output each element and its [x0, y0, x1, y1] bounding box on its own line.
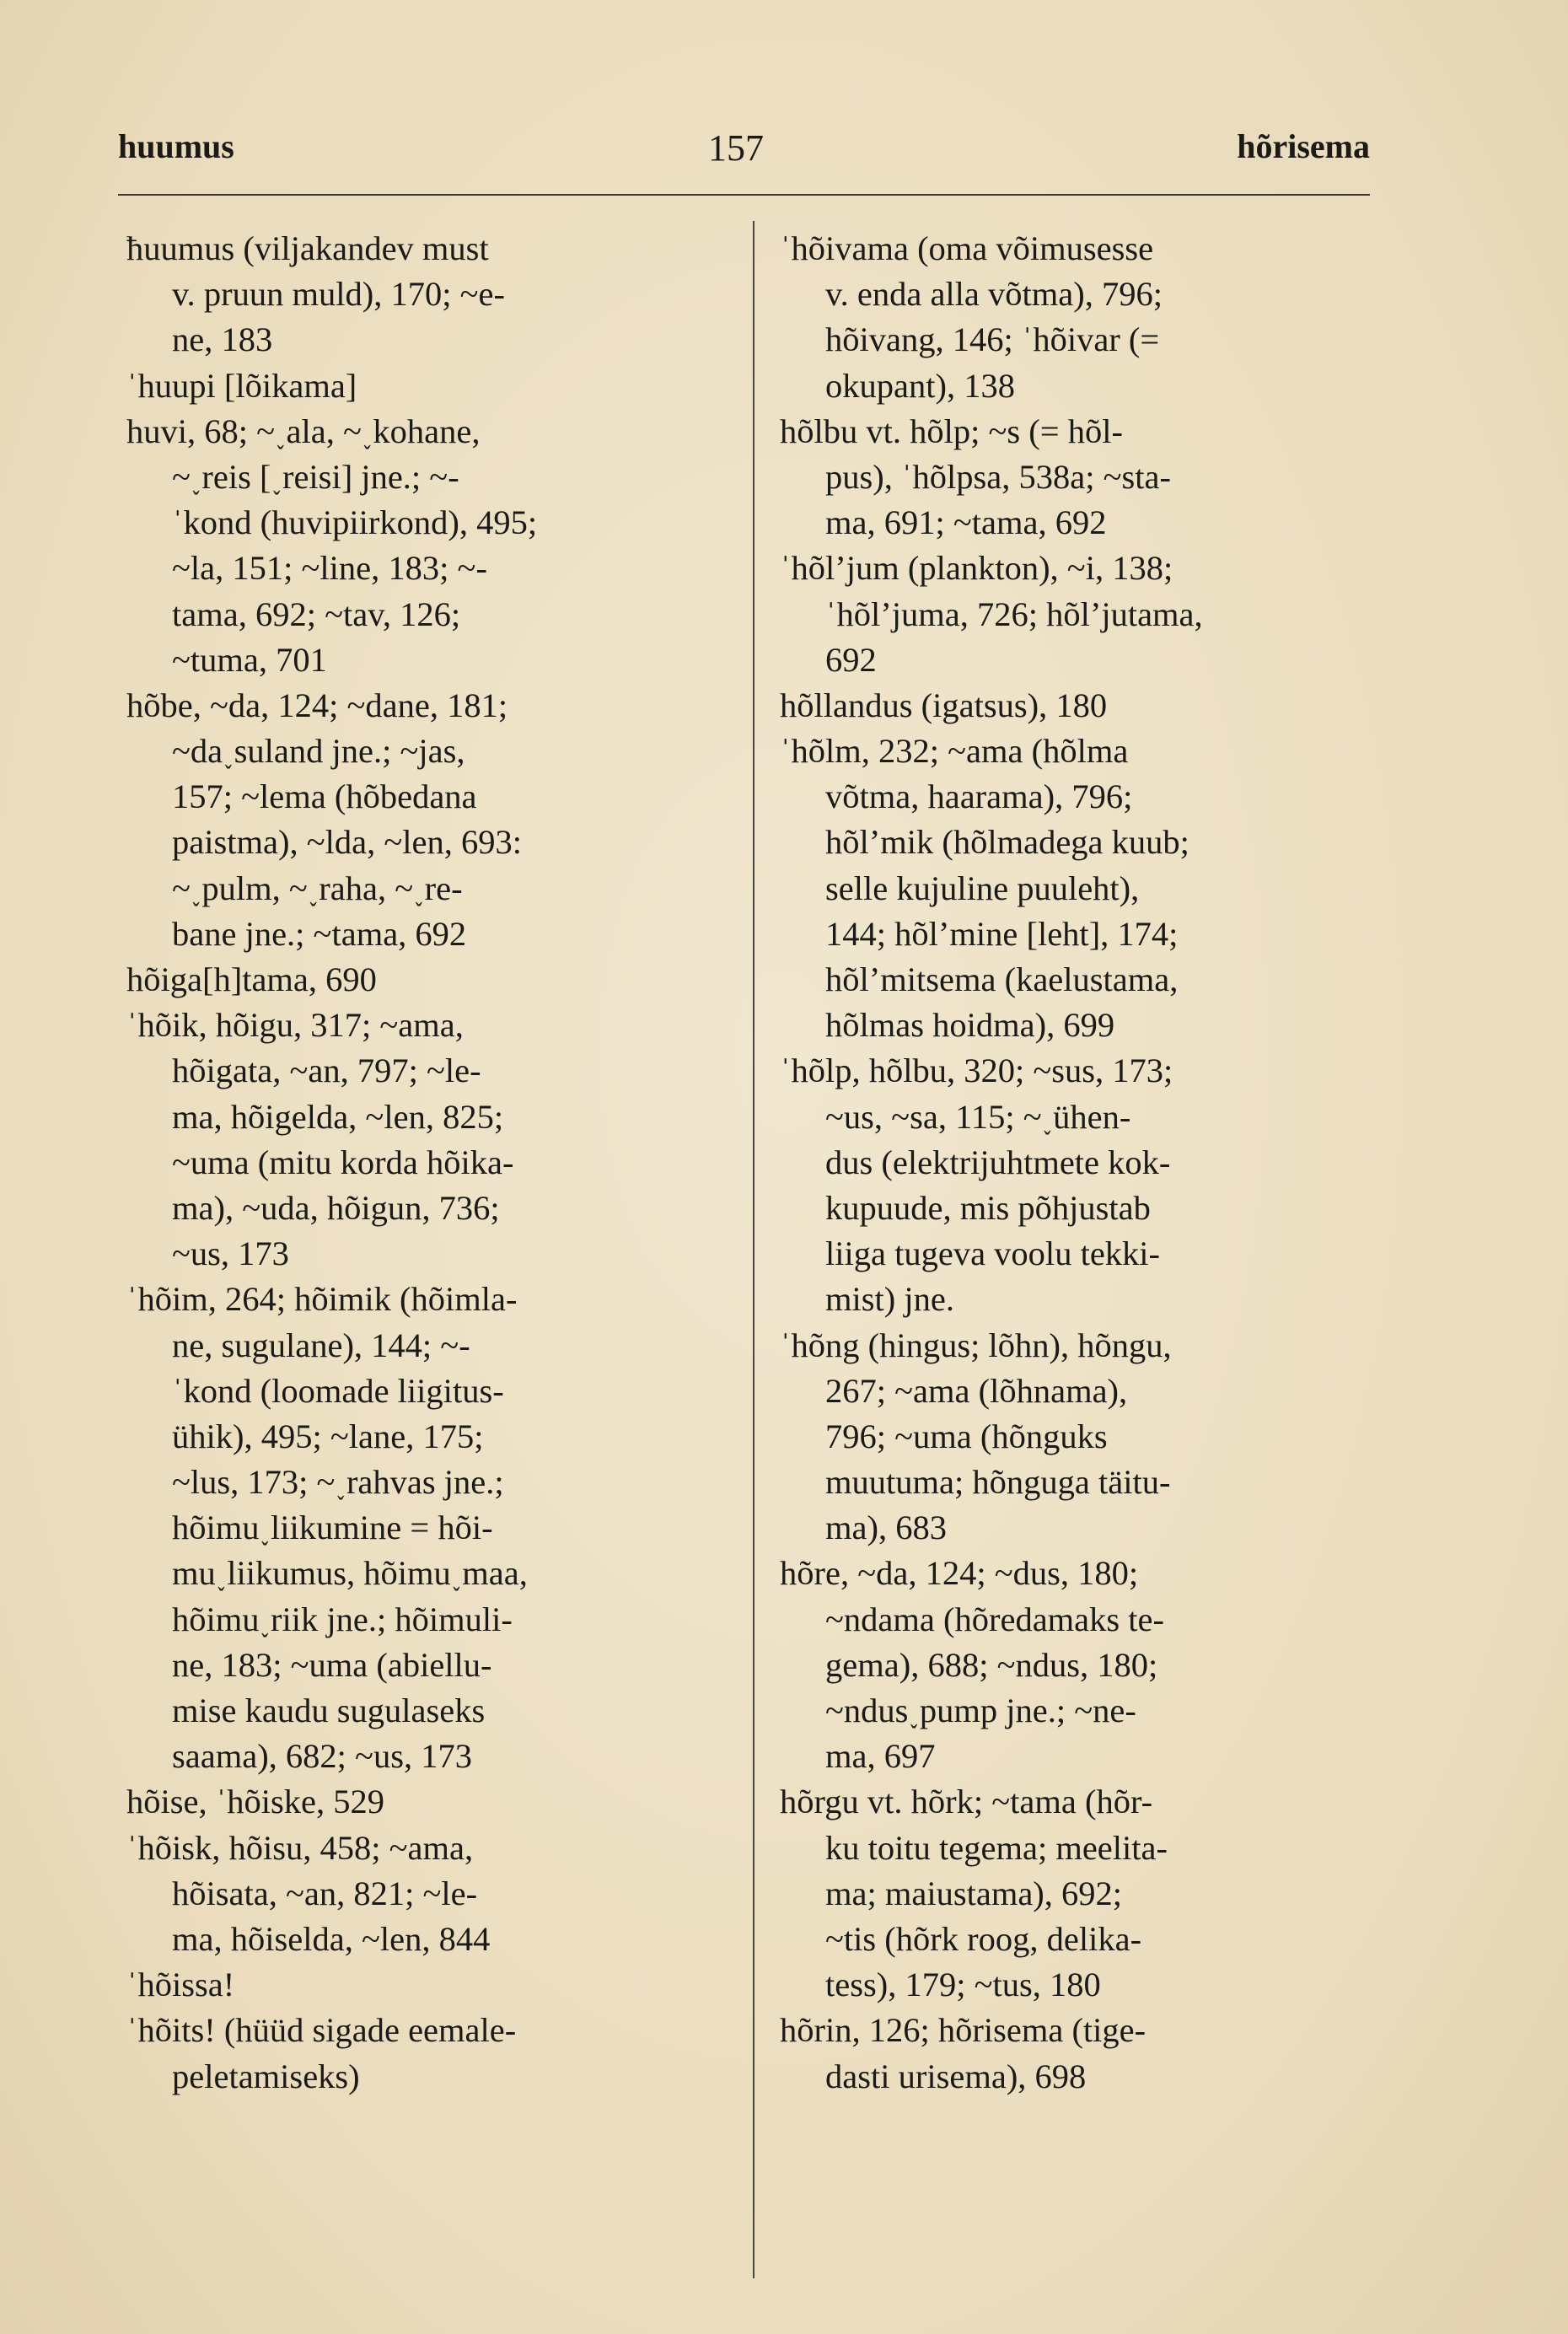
entry-line: ~tuma, 701	[172, 640, 327, 679]
entry-line: ˈhõng (hingus; lõhn), hõngu,	[780, 1326, 1172, 1364]
entry-line: 267; ~ama (lõhnama),	[825, 1371, 1128, 1410]
entry-line: ~ndama (hõredamaks te-	[825, 1600, 1164, 1638]
entry-line: okupant), 138	[825, 366, 1015, 405]
entry-line: 796; ~uma (hõnguks	[825, 1417, 1108, 1455]
entry-line: ˈhõik, hõigu, 317; ~ama,	[126, 1006, 464, 1045]
entry-line: võtma, haarama), 796;	[825, 777, 1133, 816]
entry-line: ma), 683	[825, 1508, 947, 1547]
entry-line: ~la, 151; ~line, 183; ~-	[172, 549, 487, 588]
right-column	[780, 226, 1391, 2100]
entry-line: huvi, 68; ~˯ala, ~˯kohane,	[126, 411, 481, 450]
column-divider	[753, 221, 754, 2278]
entry-line: gema), 688; ~ndus, 180;	[825, 1645, 1158, 1684]
entry-line: ˈhõlʼjuma, 726; hõlʼjutama,	[825, 594, 1203, 633]
entry-line: ~us, 173	[172, 1234, 289, 1273]
entry-line: liiga tugeva voolu tekki-	[825, 1234, 1161, 1273]
entry-line: ne, 183; ~uma (abiellu-	[172, 1645, 492, 1684]
entry-line: ˈhõlp, hõlbu, 320; ~sus, 173;	[780, 1051, 1173, 1090]
entry-line: 692	[825, 640, 877, 679]
entry-line: hõimu˯riik jne.; hõimuli-	[172, 1600, 513, 1638]
entry-line: paistma), ~lda, ~len, 693:	[172, 823, 522, 862]
entry-line: ˈhõlʼjum (plankton), ~i, 138;	[780, 549, 1173, 588]
page-header	[118, 126, 1370, 177]
entry-line: ma, 691; ~tama, 692	[825, 503, 1107, 542]
entry-line: hõrin, 126; hõrisema (tige-	[780, 2011, 1146, 2050]
entry-line: ~lus, 173; ~˯rahvas jne.;	[172, 1463, 504, 1502]
entry-line: muutuma; hõnguga täitu-	[825, 1463, 1171, 1502]
entry-line: hõise, ˈhõiske, 529	[126, 1783, 384, 1821]
entry-line: hõlʼmik (hõlmadega kuub;	[825, 823, 1189, 862]
entry-line: ˈkond (huvipiirkond), 495;	[172, 503, 538, 542]
entry-line: ~da˯suland jne.; ~jas,	[172, 732, 465, 771]
entry-line: ~˯pulm, ~˯raha, ~˯re-	[172, 869, 463, 907]
entry-line: peletamiseks)	[172, 2057, 360, 2095]
entry-line: ˈkond (loomade liigitus-	[172, 1371, 504, 1410]
entry-line: ma, 697	[825, 1737, 936, 1776]
entry-line: pus), ˈhõlpsa, 538a; ~sta-	[825, 457, 1171, 496]
entry-line: ne, 183	[172, 320, 273, 359]
entry-line: ˈhõits! (hüüd sigade eemale-	[126, 2011, 517, 2050]
entry-line: dus (elektrijuhtmete kok-	[825, 1143, 1171, 1181]
entry-line: ma), ~uda, hõigun, 736;	[172, 1188, 500, 1227]
entry-line: ku toitu tegema; meelita-	[825, 1828, 1168, 1867]
entry-line: hõrgu vt. hõrk; ~tama (hõr-	[780, 1783, 1153, 1821]
entry-line: kupuude, mis põhjustab	[825, 1188, 1151, 1227]
entry-line: ma, hõiselda, ~len, 844	[172, 1919, 491, 1958]
entry-line: dasti urisema), 698	[825, 2057, 1087, 2095]
entry-line: 144; hõlʼmine [leht], 174;	[825, 914, 1179, 953]
entry-line: hõisata, ~an, 821; ~le-	[172, 1874, 478, 1912]
entry-line: hõlbu vt. hõlp; ~s (= hõl-	[780, 411, 1123, 450]
entry-line: hõre, ~da, 124; ~dus, 180;	[780, 1554, 1139, 1593]
entry-line: v. pruun muld), 170; ~e-	[172, 275, 505, 314]
entry-line: ˈhuupi [lõikama]	[126, 366, 357, 405]
left-running-headword: huumus	[118, 127, 234, 165]
entry-line: ˈhõisk, hõisu, 458; ~ama,	[126, 1828, 474, 1867]
header-rule	[118, 194, 1370, 196]
entry-line: ~us, ~sa, 115; ~˯ühen-	[825, 1097, 1131, 1136]
entry-line: selle kujuline puuleht),	[825, 869, 1140, 907]
entry-line: ˈhõim, 264; hõimik (hõimla-	[126, 1280, 518, 1319]
entry-line: mist) jne.	[825, 1280, 954, 1319]
entry-line: ~uma (mitu korda hõika-	[172, 1143, 514, 1181]
entry-line: ~tis (hõrk roog, delika-	[825, 1919, 1142, 1958]
entry-line: hõivang, 146; ˈhõivar (=	[825, 320, 1160, 359]
entry-line: tess), 179; ~tus, 180	[825, 1966, 1101, 2004]
entry-line: ~˯reis [˯reisi] jne.; ~-	[172, 457, 459, 496]
entry-line: hõllandus (igatsus), 180	[780, 686, 1108, 724]
entry-line: tama, 692; ~tav, 126;	[172, 594, 461, 633]
entry-line: hõlʼmitsema (kaelustama,	[825, 960, 1179, 998]
entry-line: ma, hõigelda, ~len, 825;	[172, 1097, 504, 1136]
entry-line: mu˯liikumus, hõimu˯maa,	[172, 1554, 528, 1593]
entry-line: ühik), 495; ~lane, 175;	[172, 1417, 484, 1455]
entry-line: bane jne.; ~tama, 692	[172, 914, 467, 953]
entry-line: ˈhõissa!	[126, 1966, 235, 2004]
right-running-headword: hõrisema	[1237, 127, 1370, 165]
entry-line: 157; ~lema (hõbedana	[172, 777, 477, 816]
entry-line: ˈhõlm, 232; ~ama (hõlma	[780, 732, 1129, 771]
entry-line: ħuumus (viljakandev must	[126, 229, 489, 267]
entry-line: hõiga[h]tama, 690	[126, 960, 377, 998]
left-column	[126, 226, 738, 2100]
entry-line: hõimu˯liikumine = hõi-	[172, 1508, 493, 1547]
entry-line: mise kaudu sugulaseks	[172, 1691, 486, 1729]
entry-line: ma; maiustama), 692;	[825, 1874, 1123, 1912]
entry-line: hõigata, ~an, 797; ~le-	[172, 1051, 481, 1090]
entry-line: v. enda alla võtma), 796;	[825, 275, 1163, 314]
entry-line: ~ndus˯pump jne.; ~ne-	[825, 1691, 1136, 1729]
entry-line: hõbe, ~da, 124; ~dane, 181;	[126, 686, 508, 724]
entry-line: hõlmas hoidma), 699	[825, 1006, 1115, 1045]
entry-line: saama), 682; ~us, 173	[172, 1737, 472, 1776]
page-number: 157	[708, 127, 764, 169]
entry-line: ˈhõivama (oma võimusesse	[780, 229, 1154, 267]
entry-line: ne, sugulane), 144; ~-	[172, 1326, 470, 1364]
